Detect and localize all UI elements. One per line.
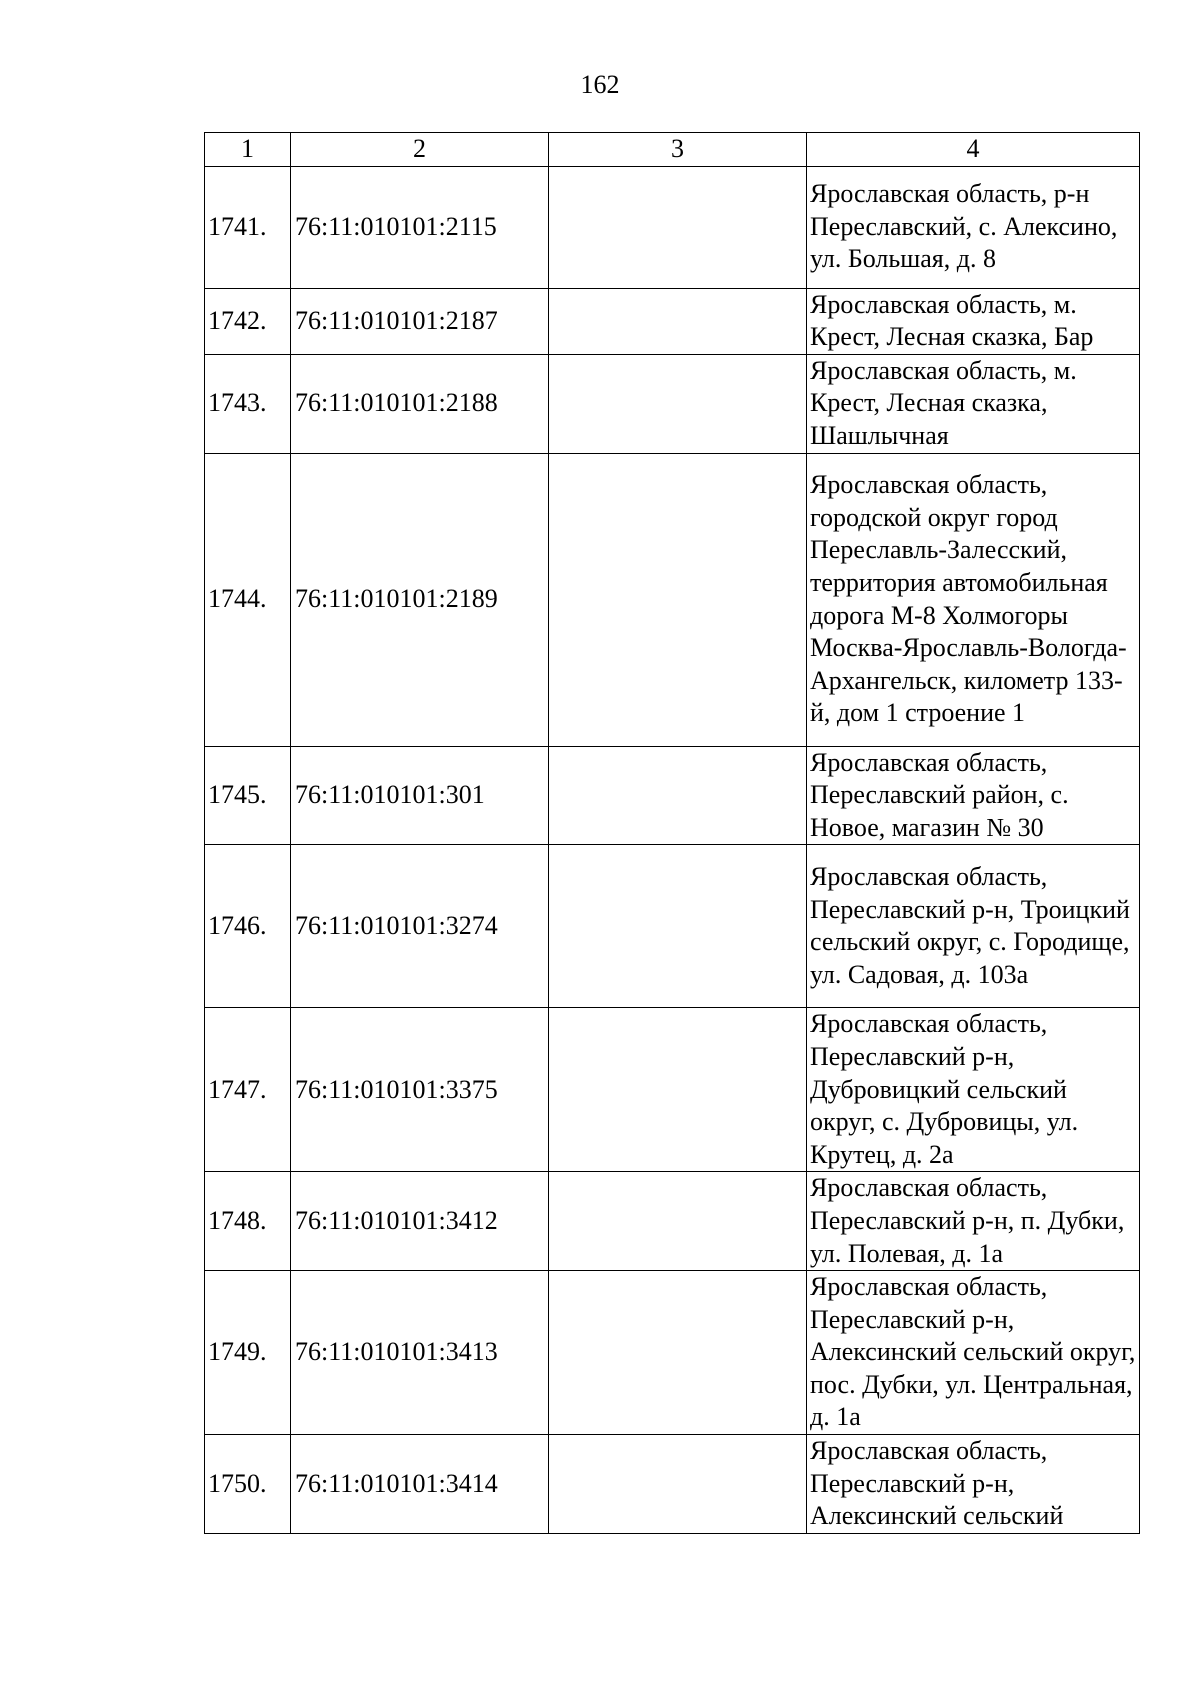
cadastral-number: 76:11:010101:3274 <box>291 845 549 1008</box>
header-col-4: 4 <box>807 133 1140 167</box>
row-number: 1747. <box>205 1008 291 1172</box>
address-cell: Ярославская область, р-н Переславский, с. Алексино, ул. Большая, д. 8 <box>807 166 1140 288</box>
row-number: 1749. <box>205 1271 291 1435</box>
row-number: 1744. <box>205 453 291 746</box>
row-number: 1743. <box>205 354 291 453</box>
address-cell: Ярославская область, Переславский р-н, п. Дубки, ул. Полевая, д. 1а <box>807 1172 1140 1271</box>
row-number: 1742. <box>205 288 291 354</box>
table-row <box>205 845 1140 1008</box>
cadastral-number: 76:11:010101:3413 <box>291 1271 549 1435</box>
address-cell: Ярославская область, м. Крест, Лесная сказка, Бар <box>807 288 1140 354</box>
cadastral-number: 76:11:010101:3412 <box>291 1172 549 1271</box>
row-number: 1750. <box>205 1435 291 1534</box>
column-3-cell <box>549 288 807 354</box>
column-3-cell <box>549 166 807 288</box>
cadastral-number: 76:11:010101:2115 <box>291 166 549 288</box>
page-number: 162 <box>580 70 620 99</box>
header-row <box>205 133 1140 167</box>
row-number: 1746. <box>205 845 291 1008</box>
table-row <box>205 1435 1140 1534</box>
column-3-cell <box>549 1435 807 1534</box>
cadastral-number: 76:11:010101:2187 <box>291 288 549 354</box>
table-header <box>205 133 1140 167</box>
header-col-1: 1 <box>205 133 291 167</box>
table-body <box>205 166 1140 1533</box>
row-number: 1741. <box>205 166 291 288</box>
table-row <box>205 746 1140 845</box>
table-row <box>205 1172 1140 1271</box>
cadastral-number: 76:11:010101:2188 <box>291 354 549 453</box>
address-cell: Ярославская область, Переславский р-н, Алексинский сельский округ, пос. Дубки, ул. Центральная, д. 1а <box>807 1271 1140 1435</box>
registry-table <box>204 132 1140 1534</box>
address-cell: Ярославская область, м. Крест, Лесная сказка, Шашлычная <box>807 354 1140 453</box>
column-3-cell <box>549 746 807 845</box>
table-row <box>205 354 1140 453</box>
cadastral-number: 76:11:010101:2189 <box>291 453 549 746</box>
column-3-cell <box>549 845 807 1008</box>
column-3-cell <box>549 453 807 746</box>
column-3-cell <box>549 1008 807 1172</box>
cadastral-number: 76:11:010101:3414 <box>291 1435 549 1534</box>
address-cell: Ярославская область, Переславский р-н, Троицкий сельский округ, с. Городище, ул. Садовая, д. 103а <box>807 845 1140 1008</box>
column-3-cell <box>549 354 807 453</box>
table-row <box>205 166 1140 288</box>
cadastral-number: 76:11:010101:3375 <box>291 1008 549 1172</box>
address-cell: Ярославская область, Переславский р-н, Дубровицкий сельский округ, с. Дубровицы, ул. Крутец, д. 2а <box>807 1008 1140 1172</box>
header-col-3: 3 <box>549 133 807 167</box>
column-3-cell <box>549 1271 807 1435</box>
address-cell: Ярославская область, Переславский р-н, Алексинский сельский <box>807 1435 1140 1534</box>
header-col-2: 2 <box>291 133 549 167</box>
column-3-cell <box>549 1172 807 1271</box>
table-row <box>205 1008 1140 1172</box>
address-cell: Ярославская область, городской округ город Переславль-Залесский, территория автомобильная дорога М-8 Холмогоры Москва-Ярославль-Вологда-Архангельск, километр 133-й, дом 1 строение 1 <box>807 453 1140 746</box>
address-cell: Ярославская область, Переславский район, с. Новое, магазин № 30 <box>807 746 1140 845</box>
table-row <box>205 288 1140 354</box>
row-number: 1748. <box>205 1172 291 1271</box>
cadastral-number: 76:11:010101:301 <box>291 746 549 845</box>
row-number: 1745. <box>205 746 291 845</box>
table-row <box>205 1271 1140 1435</box>
table-row <box>205 453 1140 746</box>
